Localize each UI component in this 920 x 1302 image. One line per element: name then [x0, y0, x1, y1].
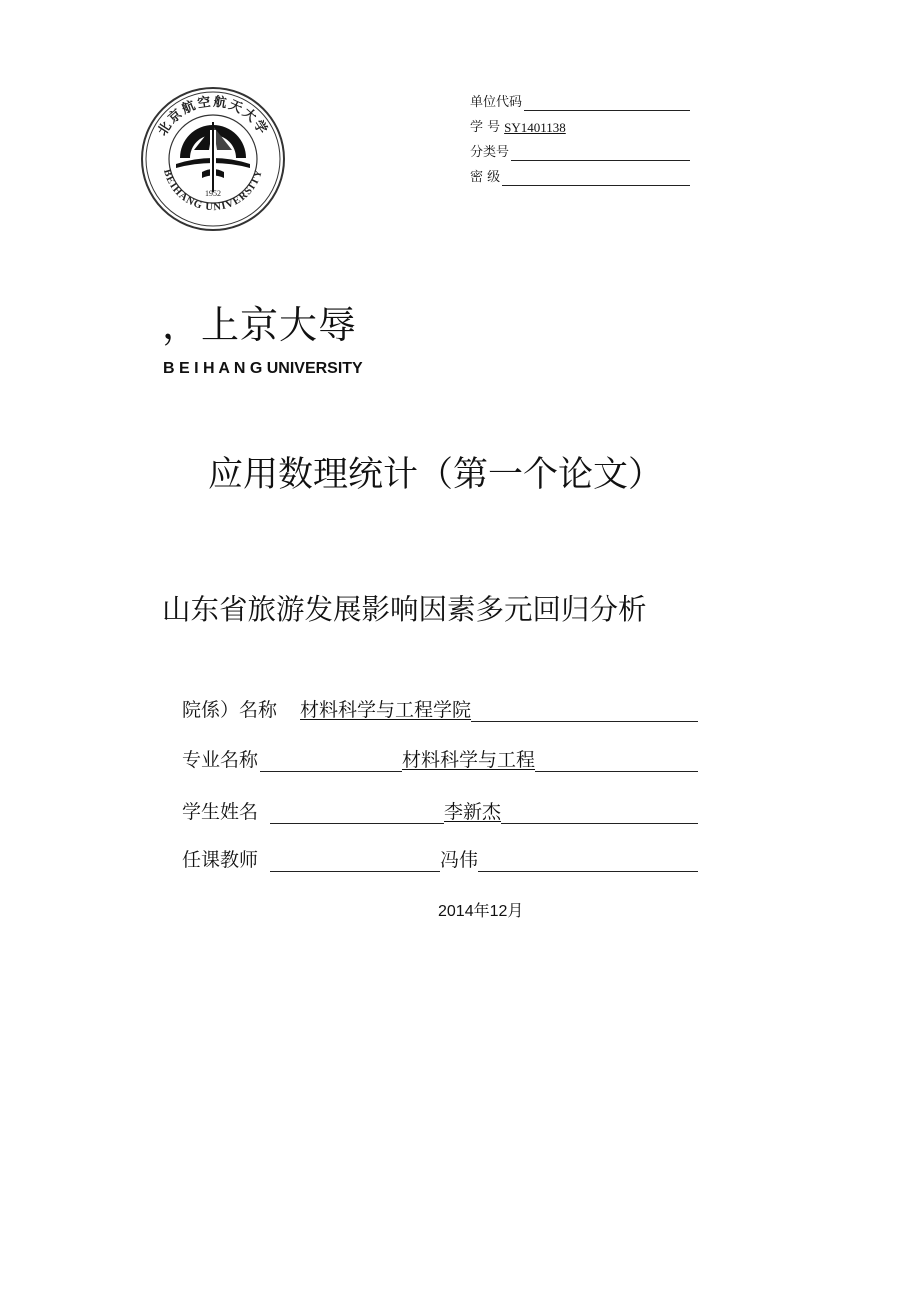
seal-year: 1952 — [205, 189, 221, 198]
submission-date: 2014年12月 — [438, 903, 524, 920]
class-no-label: 分类号 — [470, 145, 510, 160]
student-row — [182, 798, 698, 828]
student-id-label: 学 号 — [470, 120, 501, 135]
unit-code-label: 单位代码 — [470, 95, 523, 110]
class-no-value — [511, 144, 690, 161]
university-name-cn: ，上京大辱 — [162, 303, 358, 347]
teacher-label: 任课教师 — [182, 849, 259, 871]
secrecy-row — [470, 161, 690, 186]
unit-code-value — [524, 94, 690, 111]
student-id-row — [470, 111, 690, 136]
document-info-block — [470, 86, 690, 186]
class-no-row — [470, 136, 690, 161]
student-label: 学生姓名 — [182, 801, 259, 823]
seal-top-text: 北京航空航天大学 — [155, 94, 271, 139]
teacher-underline — [270, 871, 698, 872]
paper-title: 山东省旅游发展影响因素多元回归分析 — [162, 593, 647, 626]
teacher-row — [182, 846, 698, 876]
student-id-value: SY1401138 — [504, 120, 566, 135]
secrecy-value — [502, 169, 690, 186]
major-row — [182, 746, 698, 776]
college-value: 材料科学与工程学院 — [300, 696, 471, 724]
unit-code-row — [470, 86, 690, 111]
student-value: 李新杰 — [444, 798, 501, 826]
college-row — [182, 696, 698, 726]
college-label: 院係）名称 — [182, 699, 278, 721]
teacher-value: 冯伟 — [440, 846, 478, 874]
major-label: 专业名称 — [182, 749, 259, 771]
course-title: 应用数理统计（第一个论文） — [208, 455, 664, 495]
secrecy-label: 密 级 — [470, 170, 501, 185]
university-name-en: B E I H A N G UNIVERSITY — [163, 360, 363, 377]
major-value: 材料科学与工程 — [402, 746, 535, 774]
seal-bottom-text: BEIHANG UNIVERSITY — [161, 167, 266, 214]
university-seal — [140, 86, 286, 232]
seal-emblem-icon — [176, 122, 250, 192]
